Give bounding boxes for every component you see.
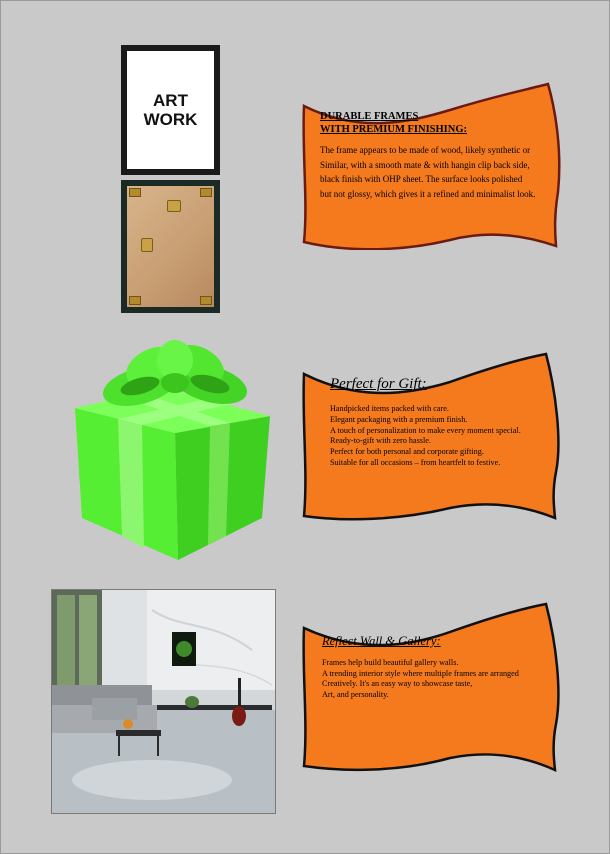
section1-body-line: Similar, with a smooth mate & with hangin clip back side, xyxy=(320,159,530,170)
section3-body-line: Creatively. It's an easy way to showcase taste, xyxy=(322,679,473,689)
section1-body xyxy=(320,143,560,201)
hanging-clip xyxy=(167,200,181,212)
living-room-gallery-image xyxy=(51,589,276,814)
section2-body-line: Ready-to-gift with zero hassle. xyxy=(330,436,431,446)
section3-body xyxy=(322,658,562,700)
banner-durable-frames xyxy=(300,82,562,250)
section2-body-line: Suitable for all occasions – from heartfelt to festive. xyxy=(330,457,501,467)
gift-box-image xyxy=(70,338,280,568)
frame-clip xyxy=(129,296,141,305)
section3-body-line: Frames help build beautiful gallery walls. xyxy=(322,658,459,667)
section2-body-line: Handpicked items packed with care. xyxy=(330,404,449,413)
section2-body-line: Perfect for both personal and corporate gifting. xyxy=(330,447,484,457)
artwork-text-line1: ART xyxy=(153,91,188,110)
frame-clip xyxy=(129,188,141,197)
section1-heading-line2: WITH PREMIUM FINISHING: xyxy=(320,123,468,135)
frame-back-image xyxy=(121,180,220,313)
section1-body-line: black finish with OHP sheet. The surface looks polished xyxy=(320,174,523,184)
frame-clip xyxy=(200,188,212,197)
banner-reflect-wall-gallery xyxy=(300,602,562,774)
artwork-text-line2: WORK xyxy=(143,110,198,129)
section2-body xyxy=(330,404,560,469)
section2-body-line: A touch of personalization to make every moment special. xyxy=(330,425,521,435)
frame-front-image xyxy=(121,45,220,175)
section2-body-line: Elegant packaging with a premium finish. xyxy=(330,414,468,424)
section1-body-line: The frame appears to be made of wood, likely synthetic or xyxy=(320,145,531,155)
section2-heading: Perfect for Gift: xyxy=(330,376,427,392)
section3-body-line: Art, and personality. xyxy=(322,689,389,699)
section3-body-line: A trending interior style where multiple frames are arranged xyxy=(322,668,519,678)
frame-clip xyxy=(200,296,212,305)
section1-heading-line1: DURABLE FRAMES xyxy=(320,111,419,122)
banner-perfect-for-gift xyxy=(300,352,562,522)
frame-back-board xyxy=(127,186,214,307)
section3-heading: Reflect Wall & Gallery: xyxy=(322,634,441,648)
section1-body-line: but not glossy, which gives it a refined and minimalist look. xyxy=(320,188,536,199)
artwork-canvas xyxy=(127,51,214,169)
hanging-clip xyxy=(141,238,153,252)
section1-heading xyxy=(320,111,520,136)
